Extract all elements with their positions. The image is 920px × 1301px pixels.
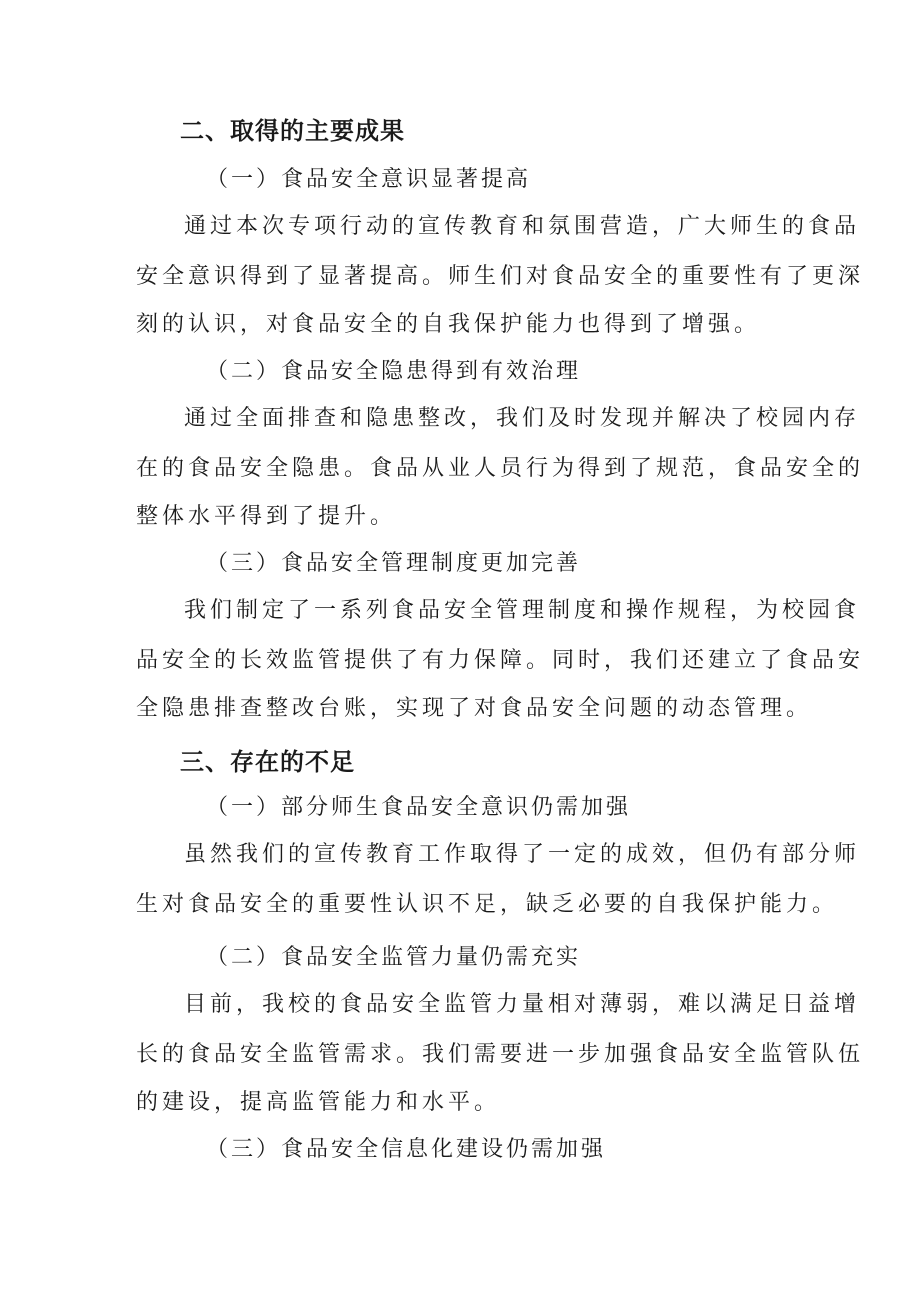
paragraph-line: 品安全的长效监管提供了有力保障。同时，我们还建立了食品安 xyxy=(136,648,865,673)
section-heading: 二、取得的主要成果 xyxy=(180,117,405,145)
subsection-title: （一）食品安全意识显著提高 xyxy=(206,167,532,192)
paragraph-line: 整体水平得到了提升。 xyxy=(136,504,397,529)
paragraph-line: 我们制定了一系列食品安全管理制度和操作规程，为校园食 xyxy=(184,598,861,623)
section-heading: 三、存在的不足 xyxy=(180,748,355,776)
paragraph-line: 通过本次专项行动的宣传教育和氛围营造，广大师生的食品 xyxy=(184,214,861,239)
paragraph-line: 的建设，提高监管能力和水平。 xyxy=(136,1090,501,1115)
paragraph-line: 通过全面排查和隐患整改，我们及时发现并解决了校园内存 xyxy=(184,406,861,431)
paragraph-line: 长的食品安全监管需求。我们需要进一步加强食品安全监管队伍 xyxy=(136,1042,865,1067)
subsection-title: （二）食品安全监管力量仍需充实 xyxy=(206,945,582,970)
paragraph-line: 虽然我们的宣传教育工作取得了一定的成效，但仍有部分师 xyxy=(184,842,861,867)
paragraph-line: 安全意识得到了显著提高。师生们对食品安全的重要性有了更深 xyxy=(136,264,865,289)
paragraph-line: 全隐患排查整改台账，实现了对食品安全问题的动态管理。 xyxy=(136,696,813,721)
paragraph-line: 目前，我校的食品安全监管力量相对薄弱，难以满足日益增 xyxy=(184,992,861,1017)
subsection-title: （一）部分师生食品安全意识仍需加强 xyxy=(206,795,632,820)
subsection-title: （三）食品安全管理制度更加完善 xyxy=(206,551,582,576)
paragraph-line: 生对食品安全的重要性认识不足，缺乏必要的自我保护能力。 xyxy=(136,892,839,917)
paragraph-line: 刻的认识，对食品安全的自我保护能力也得到了增强。 xyxy=(136,312,761,337)
subsection-title: （三）食品安全信息化建设仍需加强 xyxy=(206,1137,607,1162)
paragraph-line: 在的食品安全隐患。食品从业人员行为得到了规范，食品安全的 xyxy=(136,456,865,481)
subsection-title: （二）食品安全隐患得到有效治理 xyxy=(206,359,582,384)
